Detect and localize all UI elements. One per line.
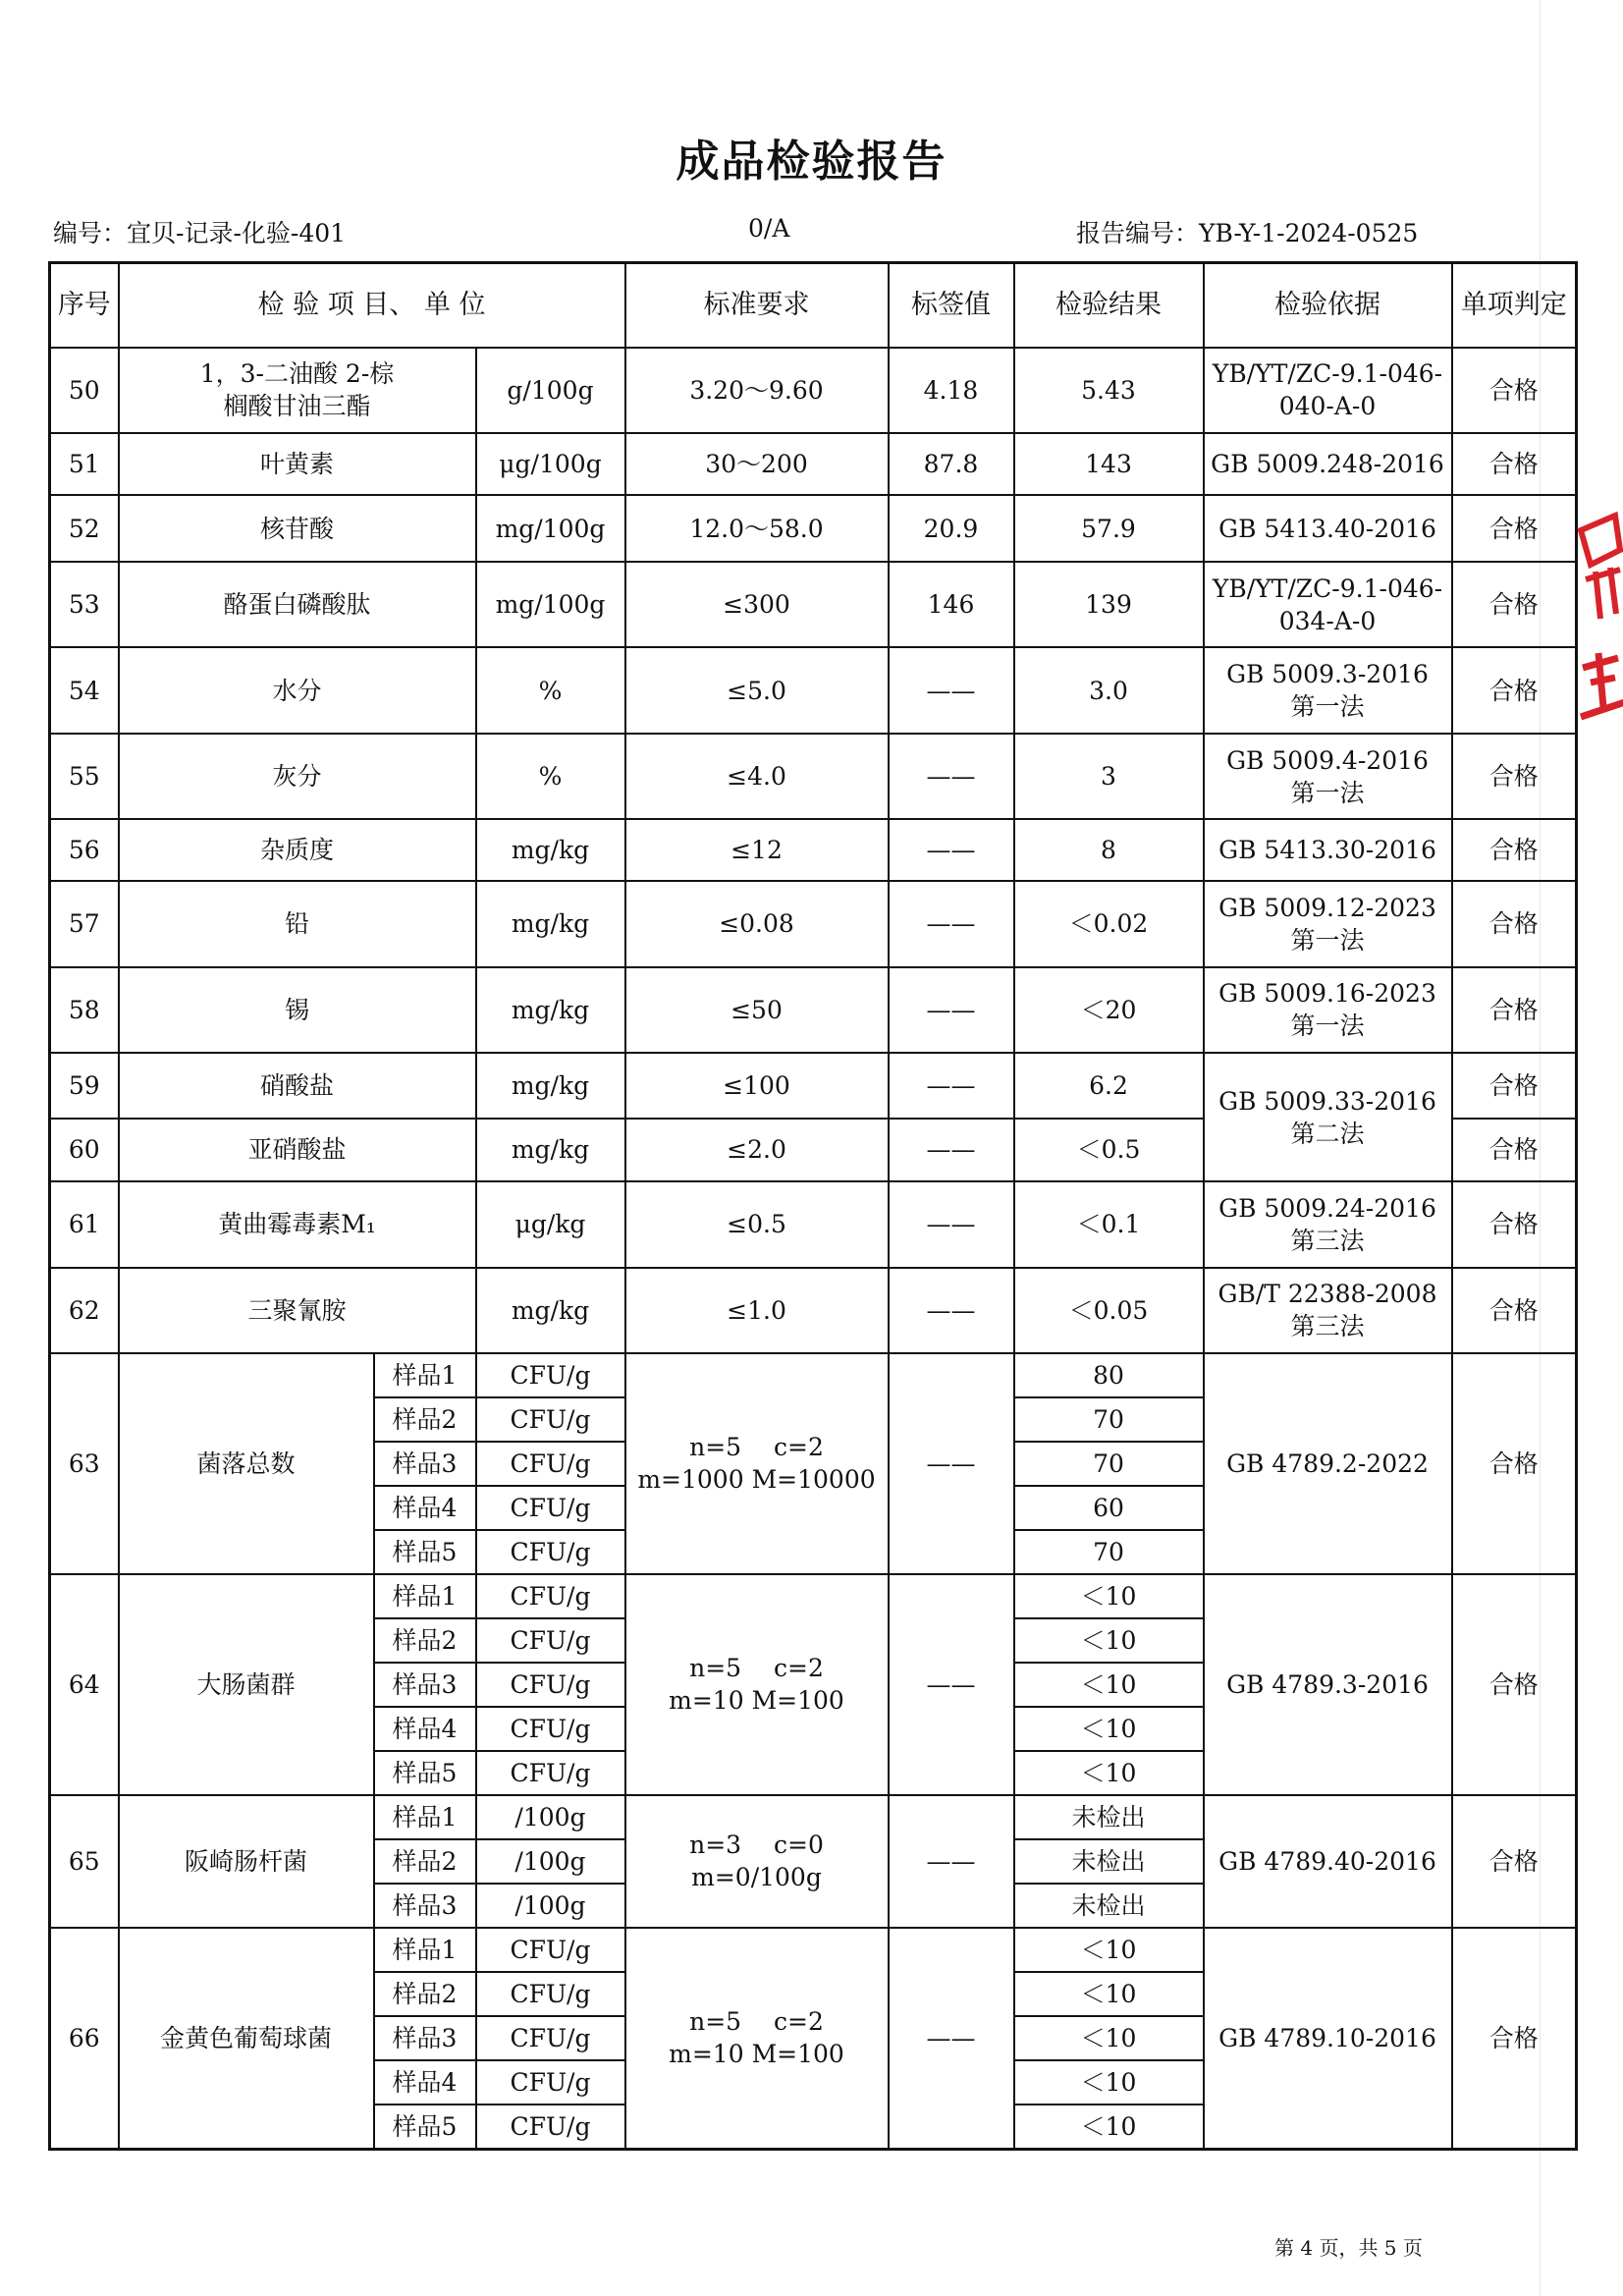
row-seq: 62 bbox=[50, 1268, 119, 1353]
sample-name: 样品2 bbox=[374, 1397, 476, 1442]
sample-name: 样品4 bbox=[374, 2060, 476, 2105]
micro-judgement: 合格 bbox=[1452, 1353, 1577, 1574]
sample-name: 样品5 bbox=[374, 1530, 476, 1574]
micro-standard: n=5 c=2 m=10 M=100 bbox=[625, 1928, 889, 2150]
row-result: ＜0.02 bbox=[1014, 881, 1204, 966]
table-row bbox=[50, 1268, 1577, 1353]
row-standard: 30～200 bbox=[625, 433, 889, 495]
sample-result: ＜10 bbox=[1014, 1928, 1204, 1972]
table-row bbox=[50, 819, 1577, 881]
sample-unit: CFU/g bbox=[476, 1928, 625, 1972]
row-result: 3 bbox=[1014, 734, 1204, 819]
sample-unit: CFU/g bbox=[476, 1707, 625, 1751]
sample-result: ＜10 bbox=[1014, 2016, 1204, 2060]
row-result: ＜20 bbox=[1014, 967, 1204, 1053]
sample-unit: /100g bbox=[476, 1884, 625, 1928]
row-result: ＜0.1 bbox=[1014, 1181, 1204, 1267]
row-judgement: 合格 bbox=[1452, 819, 1577, 881]
row-unit: mg/kg bbox=[476, 1053, 625, 1119]
row-judgement: 合格 bbox=[1452, 967, 1577, 1053]
row-label-value: —— bbox=[889, 1119, 1014, 1181]
row-basis: GB 5009.3-2016 第一法 bbox=[1204, 647, 1452, 733]
row-seq: 53 bbox=[50, 562, 119, 647]
sample-row bbox=[50, 1795, 1577, 1839]
sample-name: 样品3 bbox=[374, 2016, 476, 2060]
micro-seq: 65 bbox=[50, 1795, 119, 1928]
row-standard: ≤0.08 bbox=[625, 881, 889, 966]
row-judgement: 合格 bbox=[1452, 495, 1577, 562]
record-number: 编号：宜贝-记录-化验-401 bbox=[53, 219, 347, 247]
sample-name: 样品2 bbox=[374, 1618, 476, 1663]
row-judgement: 合格 bbox=[1452, 734, 1577, 819]
sample-unit: CFU/g bbox=[476, 1353, 625, 1397]
micro-seq: 66 bbox=[50, 1928, 119, 2150]
table-row bbox=[50, 495, 1577, 562]
row-item: 灰分 bbox=[119, 734, 476, 819]
table-header-row bbox=[50, 263, 1577, 348]
row-seq: 60 bbox=[50, 1119, 119, 1181]
red-stamp-fragment bbox=[1571, 511, 1623, 746]
sample-result: ＜10 bbox=[1014, 1618, 1204, 1663]
row-unit: mg/100g bbox=[476, 562, 625, 647]
sample-unit: CFU/g bbox=[476, 2060, 625, 2105]
micro-seq: 63 bbox=[50, 1353, 119, 1574]
row-basis: GB/T 22388-2008 第三法 bbox=[1204, 1268, 1452, 1353]
row-label-value: —— bbox=[889, 1053, 1014, 1119]
sample-name: 样品1 bbox=[374, 1574, 476, 1618]
col-item-unit: 检 验 项 目、 单 位 bbox=[119, 263, 625, 348]
row-item: 水分 bbox=[119, 647, 476, 733]
sample-unit: CFU/g bbox=[476, 1486, 625, 1530]
row-standard: ≤5.0 bbox=[625, 647, 889, 733]
sample-result: 70 bbox=[1014, 1530, 1204, 1574]
row-standard: ≤1.0 bbox=[625, 1268, 889, 1353]
sample-result: ＜10 bbox=[1014, 2060, 1204, 2105]
row-result: 8 bbox=[1014, 819, 1204, 881]
row-item: 铅 bbox=[119, 881, 476, 966]
table-row bbox=[50, 967, 1577, 1053]
sample-result: 未检出 bbox=[1014, 1839, 1204, 1884]
sample-unit: CFU/g bbox=[476, 2016, 625, 2060]
row-basis: GB 5009.12-2023 第一法 bbox=[1204, 881, 1452, 966]
sample-result: 60 bbox=[1014, 1486, 1204, 1530]
row-unit: % bbox=[476, 734, 625, 819]
row-judgement: 合格 bbox=[1452, 1268, 1577, 1353]
sample-unit: CFU/g bbox=[476, 1530, 625, 1574]
sample-result: ＜10 bbox=[1014, 1707, 1204, 1751]
col-result: 检验结果 bbox=[1014, 263, 1204, 348]
row-label-value: 146 bbox=[889, 562, 1014, 647]
col-judgement: 单项判定 bbox=[1452, 263, 1577, 348]
sample-unit: CFU/g bbox=[476, 2105, 625, 2150]
row-result: 5.43 bbox=[1014, 348, 1204, 433]
micro-label-value: —— bbox=[889, 1574, 1014, 1795]
row-basis: YB/YT/ZC-9.1-046- 040-A-0 bbox=[1204, 348, 1452, 433]
row-seq: 55 bbox=[50, 734, 119, 819]
row-unit: mg/100g bbox=[476, 495, 625, 562]
sample-row bbox=[50, 1574, 1577, 1618]
row-standard: ≤12 bbox=[625, 819, 889, 881]
row-basis: GB 5413.30-2016 bbox=[1204, 819, 1452, 881]
col-seq: 序号 bbox=[50, 263, 119, 348]
row-seq: 54 bbox=[50, 647, 119, 733]
row-unit: μg/100g bbox=[476, 433, 625, 495]
row-label-value: —— bbox=[889, 967, 1014, 1053]
micro-standard: n=3 c=0 m=0/100g bbox=[625, 1795, 889, 1928]
row-seq: 51 bbox=[50, 433, 119, 495]
row-standard: ≤4.0 bbox=[625, 734, 889, 819]
row-label-value: —— bbox=[889, 1181, 1014, 1267]
table-row bbox=[50, 562, 1577, 647]
sample-name: 样品1 bbox=[374, 1353, 476, 1397]
micro-judgement: 合格 bbox=[1452, 1928, 1577, 2150]
micro-label-value: —— bbox=[889, 1353, 1014, 1574]
sample-result: 70 bbox=[1014, 1397, 1204, 1442]
row-unit: μg/kg bbox=[476, 1181, 625, 1267]
row-unit: g/100g bbox=[476, 348, 625, 433]
row-label-value: —— bbox=[889, 881, 1014, 966]
sample-result: ＜10 bbox=[1014, 1972, 1204, 2016]
micro-item: 阪崎肠杆菌 bbox=[119, 1795, 374, 1928]
micro-standard: n=5 c=2 m=10 M=100 bbox=[625, 1574, 889, 1795]
sample-result: 80 bbox=[1014, 1353, 1204, 1397]
row-item: 亚硝酸盐 bbox=[119, 1119, 476, 1181]
row-judgement: 合格 bbox=[1452, 1181, 1577, 1267]
sample-result: 未检出 bbox=[1014, 1884, 1204, 1928]
row-result: ＜0.05 bbox=[1014, 1268, 1204, 1353]
sample-name: 样品3 bbox=[374, 1884, 476, 1928]
row-label-value: —— bbox=[889, 734, 1014, 819]
row-item: 锡 bbox=[119, 967, 476, 1053]
row-basis: YB/YT/ZC-9.1-046- 034-A-0 bbox=[1204, 562, 1452, 647]
col-basis: 检验依据 bbox=[1204, 263, 1452, 348]
sample-name: 样品1 bbox=[374, 1795, 476, 1839]
micro-item: 金黄色葡萄球菌 bbox=[119, 1928, 374, 2150]
row-label-value: —— bbox=[889, 1268, 1014, 1353]
report-title: 成品检验报告 bbox=[676, 137, 947, 187]
row-judgement: 合格 bbox=[1452, 348, 1577, 433]
page-info: 第 4 页，共 5 页 bbox=[1274, 2236, 1423, 2260]
row-seq: 52 bbox=[50, 495, 119, 562]
row-standard: 3.20～9.60 bbox=[625, 348, 889, 433]
sample-name: 样品4 bbox=[374, 1707, 476, 1751]
report-number: 报告编号：YB-Y-1-2024-0525 bbox=[1076, 219, 1419, 247]
row-judgement: 合格 bbox=[1452, 647, 1577, 733]
row-item: 1，3-二油酸 2-棕 榈酸甘油三酯 bbox=[119, 348, 476, 433]
row-item: 黄曲霉毒素M₁ bbox=[119, 1181, 476, 1267]
sample-result: ＜10 bbox=[1014, 1751, 1204, 1795]
sample-name: 样品3 bbox=[374, 1663, 476, 1707]
sample-unit: CFU/g bbox=[476, 1663, 625, 1707]
sample-unit: CFU/g bbox=[476, 1397, 625, 1442]
sample-unit: CFU/g bbox=[476, 1442, 625, 1486]
sample-row bbox=[50, 1353, 1577, 1397]
sample-name: 样品5 bbox=[374, 1751, 476, 1795]
micro-judgement: 合格 bbox=[1452, 1795, 1577, 1928]
row-basis: GB 5009.16-2023 第一法 bbox=[1204, 967, 1452, 1053]
micro-basis: GB 4789.10-2016 bbox=[1204, 1928, 1452, 2150]
sample-name: 样品4 bbox=[374, 1486, 476, 1530]
table-row bbox=[50, 734, 1577, 819]
table-row bbox=[50, 881, 1577, 966]
row-item: 三聚氰胺 bbox=[119, 1268, 476, 1353]
sample-unit: CFU/g bbox=[476, 1574, 625, 1618]
row-judgement: 合格 bbox=[1452, 1119, 1577, 1181]
row-result: 57.9 bbox=[1014, 495, 1204, 562]
micro-item: 菌落总数 bbox=[119, 1353, 374, 1574]
table-row bbox=[50, 433, 1577, 495]
row-basis-shared: GB 5009.33-2016 第二法 bbox=[1204, 1053, 1452, 1181]
micro-judgement: 合格 bbox=[1452, 1574, 1577, 1795]
sample-result: 未检出 bbox=[1014, 1795, 1204, 1839]
sample-name: 样品2 bbox=[374, 1839, 476, 1884]
sample-unit: CFU/g bbox=[476, 1618, 625, 1663]
row-seq: 56 bbox=[50, 819, 119, 881]
table-row bbox=[50, 1053, 1577, 1119]
sample-name: 样品5 bbox=[374, 2105, 476, 2150]
row-unit: mg/kg bbox=[476, 819, 625, 881]
micro-basis: GB 4789.40-2016 bbox=[1204, 1795, 1452, 1928]
micro-standard: n=5 c=2 m=1000 M=10000 bbox=[625, 1353, 889, 1574]
row-basis: GB 5009.24-2016 第三法 bbox=[1204, 1181, 1452, 1267]
row-basis: GB 5413.40-2016 bbox=[1204, 495, 1452, 562]
row-item: 核苷酸 bbox=[119, 495, 476, 562]
sample-name: 样品3 bbox=[374, 1442, 476, 1486]
row-unit: mg/kg bbox=[476, 967, 625, 1053]
col-label-value: 标签值 bbox=[889, 263, 1014, 348]
row-item: 杂质度 bbox=[119, 819, 476, 881]
sample-unit: CFU/g bbox=[476, 1751, 625, 1795]
sample-row bbox=[50, 1928, 1577, 1972]
row-seq: 58 bbox=[50, 967, 119, 1053]
row-seq: 50 bbox=[50, 348, 119, 433]
sample-result: 70 bbox=[1014, 1442, 1204, 1486]
micro-label-value: —— bbox=[889, 1795, 1014, 1928]
row-judgement: 合格 bbox=[1452, 1053, 1577, 1119]
row-standard: ≤2.0 bbox=[625, 1119, 889, 1181]
micro-label-value: —— bbox=[889, 1928, 1014, 2150]
row-label-value: 20.9 bbox=[889, 495, 1014, 562]
sample-name: 样品1 bbox=[374, 1928, 476, 1972]
inspection-table bbox=[48, 261, 1578, 2151]
row-seq: 57 bbox=[50, 881, 119, 966]
row-standard: ≤300 bbox=[625, 562, 889, 647]
row-result: 6.2 bbox=[1014, 1053, 1204, 1119]
row-basis: GB 5009.4-2016 第一法 bbox=[1204, 734, 1452, 819]
row-result: ＜0.5 bbox=[1014, 1119, 1204, 1181]
row-unit: mg/kg bbox=[476, 881, 625, 966]
row-basis: GB 5009.248-2016 bbox=[1204, 433, 1452, 495]
row-judgement: 合格 bbox=[1452, 881, 1577, 966]
row-seq: 61 bbox=[50, 1181, 119, 1267]
sample-name: 样品2 bbox=[374, 1972, 476, 2016]
col-standard: 标准要求 bbox=[625, 263, 889, 348]
table-row bbox=[50, 1181, 1577, 1267]
sample-result: ＜10 bbox=[1014, 1574, 1204, 1618]
row-standard: ≤100 bbox=[625, 1053, 889, 1119]
row-standard: 12.0～58.0 bbox=[625, 495, 889, 562]
row-label-value: 4.18 bbox=[889, 348, 1014, 433]
row-judgement: 合格 bbox=[1452, 433, 1577, 495]
version-code: 0/A bbox=[748, 214, 790, 243]
micro-item: 大肠菌群 bbox=[119, 1574, 374, 1795]
micro-basis: GB 4789.2-2022 bbox=[1204, 1353, 1452, 1574]
table-row bbox=[50, 647, 1577, 733]
row-result: 143 bbox=[1014, 433, 1204, 495]
micro-basis: GB 4789.3-2016 bbox=[1204, 1574, 1452, 1795]
row-label-value: —— bbox=[889, 819, 1014, 881]
sample-unit: /100g bbox=[476, 1795, 625, 1839]
micro-seq: 64 bbox=[50, 1574, 119, 1795]
row-judgement: 合格 bbox=[1452, 562, 1577, 647]
sample-result: ＜10 bbox=[1014, 1663, 1204, 1707]
row-item: 硝酸盐 bbox=[119, 1053, 476, 1119]
row-item: 酪蛋白磷酸肽 bbox=[119, 562, 476, 647]
table-row bbox=[50, 348, 1577, 433]
row-standard: ≤0.5 bbox=[625, 1181, 889, 1267]
row-item: 叶黄素 bbox=[119, 433, 476, 495]
row-result: 139 bbox=[1014, 562, 1204, 647]
row-label-value: 87.8 bbox=[889, 433, 1014, 495]
table-body bbox=[50, 263, 1577, 2150]
sample-result: ＜10 bbox=[1014, 2105, 1204, 2150]
sample-unit: CFU/g bbox=[476, 1972, 625, 2016]
row-standard: ≤50 bbox=[625, 967, 889, 1053]
row-unit: mg/kg bbox=[476, 1119, 625, 1181]
row-unit: mg/kg bbox=[476, 1268, 625, 1353]
sample-unit: /100g bbox=[476, 1839, 625, 1884]
row-seq: 59 bbox=[50, 1053, 119, 1119]
row-result: 3.0 bbox=[1014, 647, 1204, 733]
row-unit: % bbox=[476, 647, 625, 733]
row-label-value: —— bbox=[889, 647, 1014, 733]
